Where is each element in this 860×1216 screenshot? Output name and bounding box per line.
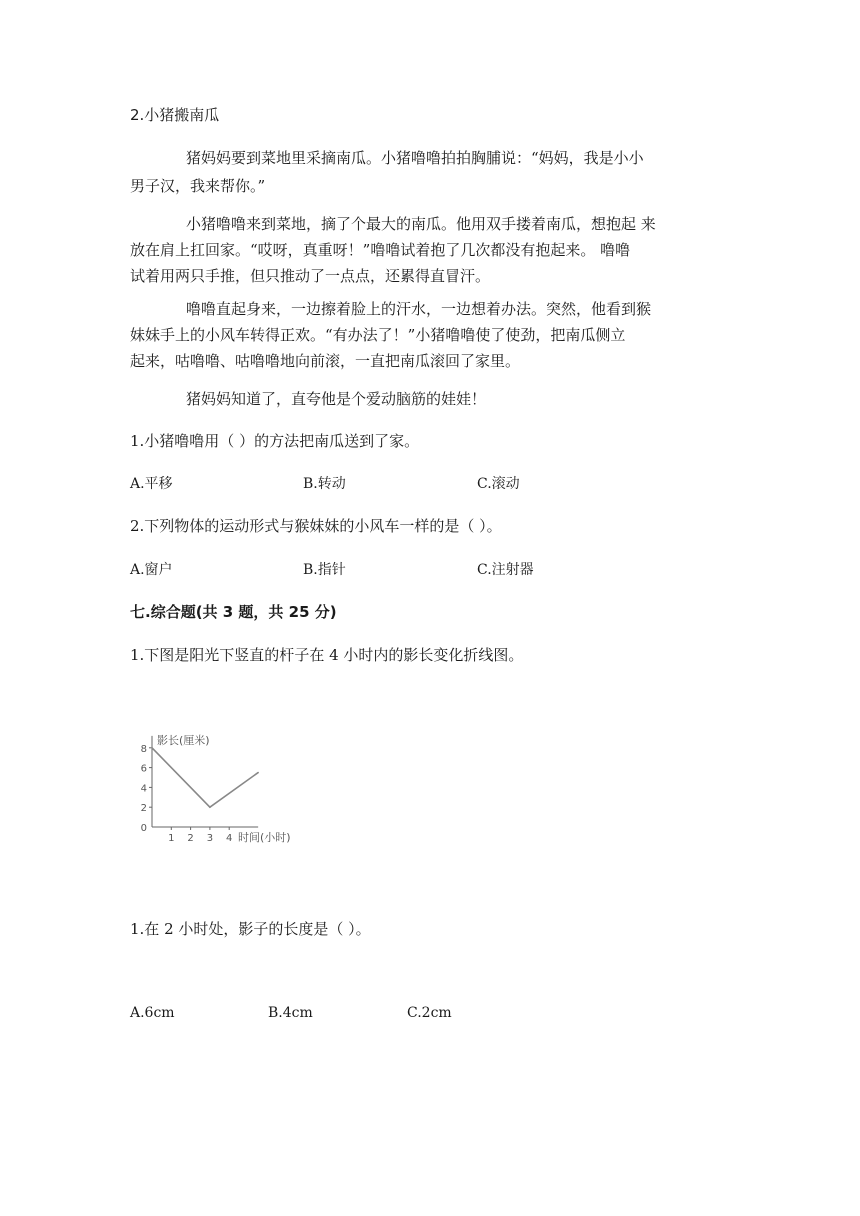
- section-7-heading: 七.综合题(共 3 题，共 25 分): [130, 603, 337, 621]
- x-tick-label: 4: [226, 833, 233, 844]
- question-1-option-b[interactable]: B.转动: [303, 476, 346, 492]
- question-1-option-a[interactable]: A.平移: [130, 476, 173, 492]
- chart-series: [151, 747, 259, 808]
- paragraph-2-line-2: 放在肩上扛回家。“哎呀，真重呀！”噜噜试着抱了几次都没有抱起来。 噜噜: [130, 241, 631, 259]
- data-point: [257, 772, 259, 774]
- question-3-option-c[interactable]: C.2cm: [407, 1005, 452, 1021]
- paragraph-3-line-1: 噜噜直起身来，一边擦着脸上的汗水，一边想着办法。突然，他看到猴: [186, 300, 652, 318]
- question-1: 1.小猪噜噜用（ ）的方法把南瓜送到了家。: [130, 432, 420, 450]
- y-tick-label: 4: [140, 783, 147, 795]
- question-1-option-c[interactable]: C.滚动: [477, 476, 520, 492]
- section-7-intro: 1.下图是阳光下竖直的杆子在 4 小时内的影长变化折线图。: [130, 646, 524, 664]
- paragraph-3-line-2: 妹妹手上的小风车转得正欢。“有办法了！”小猪噜噜使了使劲，把南瓜侧立: [130, 326, 626, 344]
- paragraph-2-line-1: 小猪噜噜来到菜地，摘了个最大的南瓜。他用双手搂着南瓜，想抱起 来: [186, 215, 656, 233]
- series-line: [152, 748, 258, 807]
- paragraph-1-line-1: 猪妈妈要到菜地里采摘南瓜。小猪噜噜拍拍胸脯说：“妈妈，我是小小: [186, 149, 644, 167]
- question-2-option-a[interactable]: A.窗户: [130, 562, 173, 578]
- y-tick-label: 6: [140, 763, 147, 775]
- question-3: 1.在 2 小时处，影子的长度是（ ）。: [130, 920, 371, 938]
- data-point: [151, 747, 153, 749]
- shadow-length-line-chart: [130, 720, 320, 850]
- y-axis-label: 影长(厘米): [157, 734, 210, 747]
- paragraph-1-line-2: 男子汉，我来帮你。”: [130, 177, 266, 195]
- y-tick-label: 0: [140, 823, 147, 834]
- paragraph-2-line-3: 试着用两只手推，但只推动了一点点，还累得直冒汗。: [130, 267, 491, 285]
- y-tick-label: 2: [140, 803, 147, 815]
- question-2-option-c[interactable]: C.注射器: [477, 562, 534, 578]
- x-tick-label: 1: [168, 833, 175, 844]
- story-title: 2.小猪搬南瓜: [130, 106, 220, 124]
- question-2: 2.下列物体的运动形式与猴妹妹的小风车一样的是（ ）。: [130, 517, 502, 535]
- x-tick-label: 3: [206, 833, 214, 844]
- question-3-option-a[interactable]: A.6cm: [130, 1005, 175, 1021]
- question-2-option-b[interactable]: B.指针: [303, 562, 346, 578]
- question-3-option-b[interactable]: B.4cm: [268, 1005, 313, 1021]
- x-tick-label: 2: [187, 833, 194, 844]
- chart-ticks: [141, 744, 233, 844]
- paragraph-4: 猪妈妈知道了，直夸他是个爱动脑筋的娃娃！: [186, 390, 487, 408]
- y-tick-label: 8: [140, 743, 147, 755]
- chart-axes: [152, 736, 258, 827]
- x-axis-label: 时间(小时): [238, 831, 291, 844]
- paragraph-3-line-3: 起来，咕噜噜、咕噜噜地向前滚，一直把南瓜滚回了家里。: [130, 352, 521, 370]
- data-point: [209, 806, 211, 808]
